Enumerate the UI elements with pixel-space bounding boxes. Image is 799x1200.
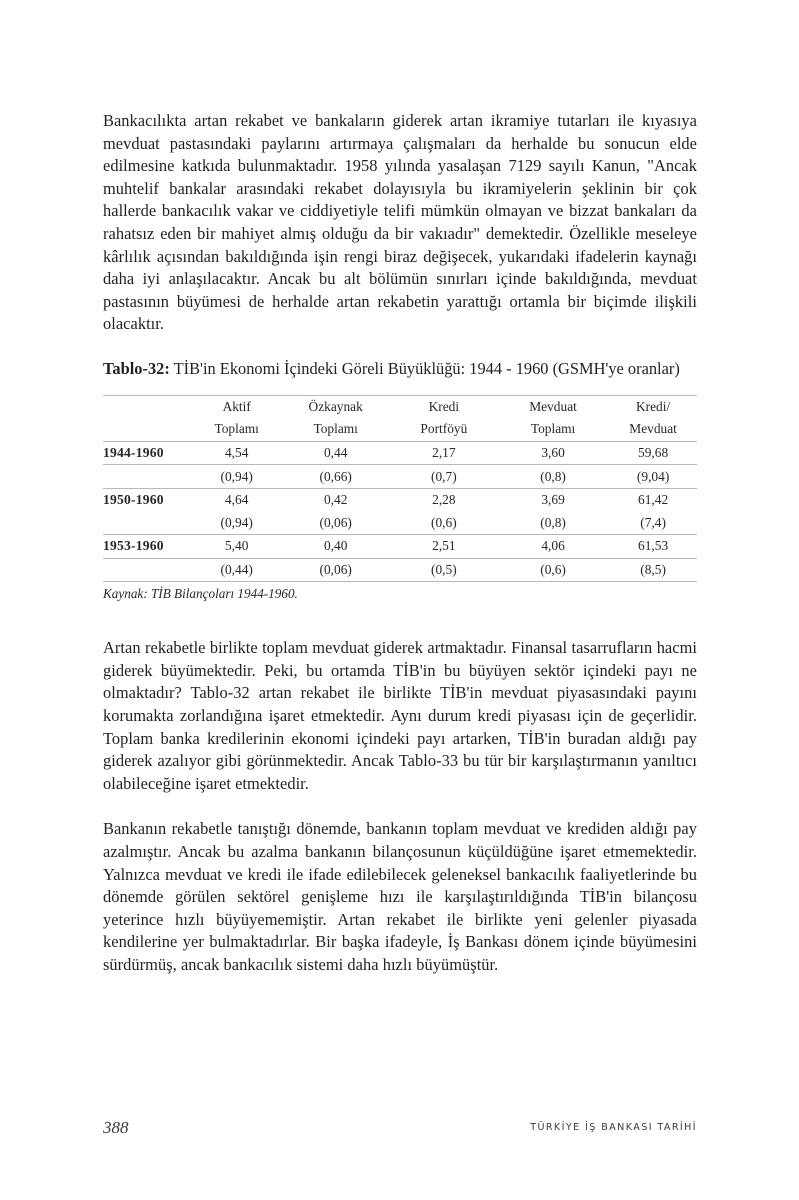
table-row [103, 535, 697, 559]
cell-sub-value: (0,6) [391, 512, 497, 535]
header-ozkaynak-line1: Özkaynak [281, 395, 391, 418]
row-period-empty [103, 558, 193, 582]
paragraph-1: Bankacılıkta artan rekabet ve bankaların giderek artan ikramiye tutarları ile kıyasıya mevduat pastasındaki paylarını artırmaya çalışmaları da herhalde bu sonucun elde edilmesine katkıda bulunmaktadır. 1958 yılında yasalaşan 7129 sayılı Kanun, "Ancak muhtelif bankalar arasındaki rekabet dolayısıyla bu ikramiyelerin şeklinin bir çok hallerde bankacılık vakar ve ciddiyetiyle telifi mümkün olmayan ve bizzat bankaları da rahatsız eden bir mahiyet almış olduğu da bir vakıadır" demektedir. Özellikle meseleye kârlılık açısından bakıldığında işin rengi biraz değişecek, yukarıdaki ifadelerin kaynağı daha iyi anlaşılacaktır. Ancak bu alt bölümün sınırları içinde bakıldığında, mevduat pastasının büyümesi de herhalde artan rekabetin yarattığı ortamla bir biçimde ilişkili olacaktır. [103, 111, 697, 334]
table-row-sub [103, 465, 697, 489]
page-body [103, 110, 697, 977]
header-empty [103, 418, 193, 441]
row-period: 1953-1960 [103, 535, 193, 559]
cell-sub-value: (7,4) [609, 512, 697, 535]
cell-sub-value: (8,5) [609, 558, 697, 582]
page-number: 388 [103, 1118, 129, 1137]
header-mevduat-line2: Toplamı [497, 418, 609, 441]
header-kredi-line1: Kredi [391, 395, 497, 418]
paragraph-3: Bankanın rekabetle tanıştığı dönemde, bankanın toplam mevduat ve krediden aldığı pay azalmıştır. Ancak bu azalma bankanın bilançosunun küçüldüğüne işaret etmemektedir. Yalnızca mevduat ve kredi ile ifade edilebilecek geleneksel bankacılık faaliyetlerinde bu dönemde görülen sektörel genişleme hızı ile karşılaştırıldığında TİB'in bilançosu yeterince hızlı büyüyememiştir. Artan rekabet ile birlikte yeni gelenler piyasada kendilerine yer bulmaktadırlar. Bir başka ifadeyle, İş Bankası dönem içinde büyümesini sürdürmüş, ancak bankacılık sistemi daha hızlı büyümüştür. [103, 819, 697, 974]
paragraph-2: Artan rekabetle birlikte toplam mevduat giderek artmaktadır. Finansal tasarrufların hacmi giderek büyümektedir. Peki, bu ortamda TİB'in bu büyüyen sektör içindeki payı ne olmaktadır? Tablo-32 artan rekabet ile birlikte TİB'in mevduat piyasasındaki payını korumakta zorlandığına işaret etmektedir. Aynı durum kredi piyasası için de geçerlidir. Toplam banka kredilerinin ekonomi içindeki payı artarken, TİB'in buradan aldığı pay giderek azalıyor gibi görünmektedir. Ancak Tablo-33 bu tür bir karşılaştırmanın yanıltıcı olabileceğine işaret etmektedir. [103, 638, 697, 793]
header-kredi-mevduat-line1: Kredi/ [609, 395, 697, 418]
cell-sub-value: (0,5) [391, 558, 497, 582]
cell-value: 2,28 [432, 492, 456, 508]
header-mevduat-line1: Mevduat [497, 395, 609, 418]
table-32 [103, 358, 697, 604]
header-kredi-mevduat-line2: Mevduat [609, 418, 697, 441]
table-row [103, 441, 697, 465]
header-aktif-line2: Toplamı [193, 418, 281, 441]
cell-sub-value: (0,94) [193, 465, 281, 489]
table-row-sub [103, 512, 697, 535]
header-empty [103, 395, 193, 418]
cell-value: 2,51 [391, 535, 497, 559]
cell-sub-value: (0,06) [281, 512, 391, 535]
cell-value: 0,40 [281, 535, 391, 559]
row-period-empty [103, 465, 193, 489]
cell-value: 4,54 [193, 441, 281, 465]
table-row [103, 488, 697, 511]
cell-sub-value: (0,94) [193, 512, 281, 535]
cell-sub-value: (0,44) [193, 558, 281, 582]
data-table [103, 395, 697, 583]
cell-value: 61,42 [638, 492, 669, 508]
table-header-row-2 [103, 418, 697, 441]
running-head: TÜRKİYE İŞ BANKASI TARİHİ [530, 1122, 697, 1133]
cell-value: 0,42 [323, 492, 348, 508]
header-kredi-line2: Portföyü [391, 418, 497, 441]
cell-value: 61,53 [609, 535, 697, 559]
table-caption [103, 358, 697, 381]
cell-value: 3,60 [497, 441, 609, 465]
cell-value: 3,69 [541, 492, 565, 508]
page-footer [103, 1118, 697, 1142]
header-ozkaynak-line2: Toplamı [281, 418, 391, 441]
table-caption-text: TİB'in Ekonomi İçindeki Göreli Büyüklüğü: 1944 - 1960 (GSMH'ye oranlar) [169, 358, 680, 378]
cell-sub-value: (0,06) [281, 558, 391, 582]
cell-value: 59,68 [609, 441, 697, 465]
row-period: 1950-1960 [103, 492, 164, 508]
cell-value: 2,17 [391, 441, 497, 465]
table-row-sub [103, 558, 697, 582]
cell-sub-value: (9,04) [609, 465, 697, 489]
cell-sub-value: (0,8) [497, 512, 609, 535]
cell-sub-value: (0,8) [497, 465, 609, 489]
table-header-row-1 [103, 395, 697, 418]
header-aktif-line1: Aktif [193, 395, 281, 418]
table-source-note: Kaynak: TİB Bilançoları 1944-1960. [103, 586, 298, 602]
cell-value: 4,64 [224, 492, 249, 508]
cell-value: 4,06 [497, 535, 609, 559]
cell-value: 5,40 [193, 535, 281, 559]
row-period-empty [103, 512, 193, 535]
row-period: 1944-1960 [103, 441, 193, 465]
cell-sub-value: (0,6) [497, 558, 609, 582]
table-caption-label: Tablo-32: [103, 358, 170, 378]
cell-sub-value: (0,66) [281, 465, 391, 489]
cell-value: 0,44 [281, 441, 391, 465]
cell-sub-value: (0,7) [391, 465, 497, 489]
